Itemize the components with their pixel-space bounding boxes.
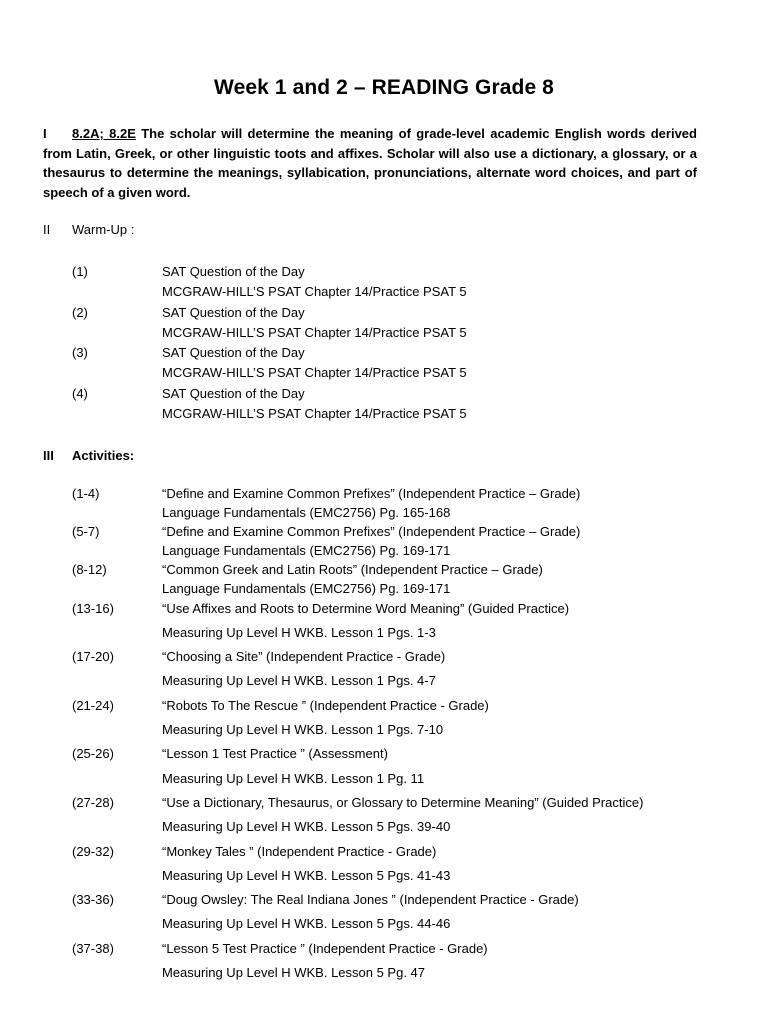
item-source: Measuring Up Level H WKB. Lesson 5 Pgs. 44-46 [162,916,451,932]
objective-paragraph [43,124,697,202]
item-source: Measuring Up Level H WKB. Lesson 5 Pgs. 39-40 [162,819,451,835]
list-item-source [72,769,712,793]
item-number: (4) [72,385,88,401]
item-number: (1-4) [72,486,100,501]
page-title: Week 1 and 2 – READING Grade 8 [214,76,554,99]
list-item-source [72,817,712,841]
list-item [72,343,712,363]
item-number: (25-26) [72,746,114,762]
section-number-iii: III [43,448,54,463]
item-source: Measuring Up Level H WKB. Lesson 1 Pgs. 4-7 [162,673,436,689]
list-item-source [72,963,712,987]
activities-list [72,484,712,987]
list-item [72,484,712,503]
item-source: Measuring Up Level H WKB. Lesson 5 Pgs. 41-43 [162,867,451,883]
list-item-source [72,404,712,424]
item-source: MCGRAW-HILL’S PSAT Chapter 14/Practice PSAT 5 [162,406,467,422]
item-number: (27-28) [72,794,114,810]
item-source: Measuring Up Level H WKB. Lesson 1 Pgs. 7-10 [162,722,444,738]
item-title: SAT Question of the Day [162,385,305,401]
list-item [72,744,712,768]
item-title: “Choosing a Site” (Independent Practice - Grade) [162,649,446,665]
item-source: Measuring Up Level H WKB. Lesson 1 Pgs. 1-3 [162,624,436,640]
item-number: (13-16) [72,600,114,616]
list-item [72,560,712,579]
list-item [72,842,712,866]
section-number-ii: II [43,222,51,237]
item-title: SAT Question of the Day [162,264,305,279]
list-item-source [72,541,712,560]
item-title: “Common Greek and Latin Roots” (Independent Practice – Grade) [162,562,543,578]
item-title: “Lesson 5 Test Practice ” (Independent Practice - Grade) [162,940,488,956]
list-item [72,696,712,720]
warmup-heading [43,220,134,239]
item-number: (33-36) [72,892,114,908]
list-item [72,599,712,623]
item-number: (2) [72,304,88,320]
item-title: SAT Question of the Day [162,345,305,361]
list-item-source [72,363,712,383]
list-item-source [72,623,712,647]
item-source: Language Fundamentals (EMC2756) Pg. 169-171 [162,543,451,559]
item-title: “Define and Examine Common Prefixes” (Independent Practice – Grade) [162,486,581,501]
list-item [72,939,712,963]
item-source: Measuring Up Level H WKB. Lesson 5 Pg. 47 [162,965,426,981]
item-source: MCGRAW-HILL’S PSAT Chapter 14/Practice PSAT 5 [162,324,467,340]
item-title: “Robots To The Rescue ” (Independent Practice - Grade) [162,697,489,713]
list-item-source [72,323,712,343]
item-title: “Doug Owsley: The Real Indiana Jones ” (Independent Practice - Grade) [162,892,579,908]
objective-text: The scholar will determine the meaning of grade-level academic English words derived from Latin, Greek, or other linguistic toots and affixes. Scholar will also use a dictionary, a glossary, or a thesaurus to determine the meanings, syllabication, pronunciations, alternate word choices, and part of speech of a given word. [43,126,697,200]
list-item-source [72,282,712,302]
list-item-source [72,914,712,938]
list-item [72,262,712,282]
activities-label: Activities: [72,448,135,463]
item-source: Language Fundamentals (EMC2756) Pg. 165-168 [162,505,451,521]
list-item [72,793,712,817]
list-item [72,384,712,404]
list-item-source [72,866,712,890]
warmup-list [72,262,712,424]
list-item [72,522,712,541]
item-title: “Use a Dictionary, Thesaurus, or Glossary to Determine Meaning” (Guided Practice) [162,794,644,810]
item-source: MCGRAW-HILL’S PSAT Chapter 14/Practice PSAT 5 [162,284,467,300]
item-number: (29-32) [72,843,114,859]
list-item-source [72,720,712,744]
section-number-i: I [43,126,47,141]
warmup-label: Warm-Up : [72,222,135,237]
item-title: “Lesson 1 Test Practice ” (Assessment) [162,746,388,762]
list-item-source [72,503,712,522]
item-source: Measuring Up Level H WKB. Lesson 1 Pg. 11 [162,770,425,786]
list-item [72,647,712,671]
item-number: (8-12) [72,562,107,578]
list-item [72,303,712,323]
item-source: Language Fundamentals (EMC2756) Pg. 169-171 [162,581,451,597]
item-source: MCGRAW-HILL’S PSAT Chapter 14/Practice PSAT 5 [162,365,467,381]
item-number: (37-38) [72,940,114,956]
item-number: (1) [72,264,88,279]
item-title: “Use Affixes and Roots to Determine Word Meaning” (Guided Practice) [162,600,570,616]
list-item-source [72,671,712,695]
activities-heading [43,446,134,465]
item-title: SAT Question of the Day [162,304,305,320]
list-item-source [72,579,712,598]
item-number: (21-24) [72,697,114,713]
item-number: (3) [72,345,88,361]
item-number: (17-20) [72,649,114,665]
standard-code: 8.2A; 8.2E [72,126,136,141]
item-title: “Monkey Tales ” (Independent Practice - Grade) [162,843,437,859]
item-title: “Define and Examine Common Prefixes” (Independent Practice – Grade) [162,524,581,540]
list-item [72,890,712,914]
item-number: (5-7) [72,524,100,540]
